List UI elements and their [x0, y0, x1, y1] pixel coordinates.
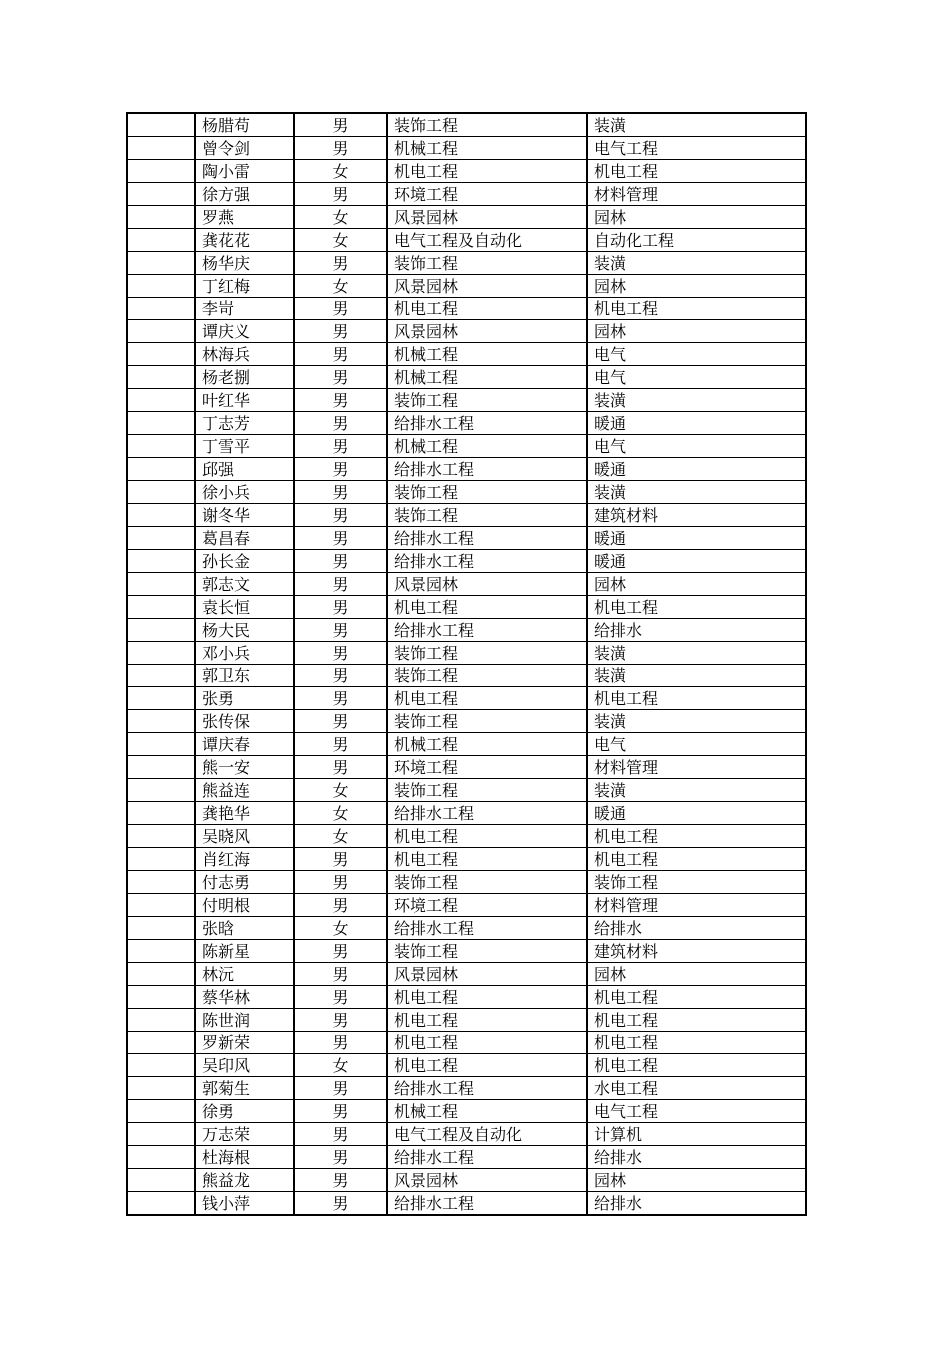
row-index-cell — [127, 618, 195, 641]
major-cell: 机电工程 — [387, 687, 587, 710]
major-cell: 给排水工程 — [387, 1077, 587, 1100]
table-row — [127, 893, 806, 916]
major-cell: 机械工程 — [387, 136, 587, 159]
row-index-cell — [127, 1077, 195, 1100]
major-cell: 给排水工程 — [387, 1146, 587, 1169]
gender-cell: 男 — [294, 113, 387, 136]
row-index-cell — [127, 159, 195, 182]
row-index-cell — [127, 733, 195, 756]
gender-cell: 男 — [294, 320, 387, 343]
name-cell: 万志荣 — [195, 1123, 294, 1146]
gender-cell: 男 — [294, 526, 387, 549]
table-row — [127, 113, 806, 136]
name-cell: 杨华庆 — [195, 251, 294, 274]
major-cell: 风景园林 — [387, 320, 587, 343]
major-cell: 机械工程 — [387, 343, 587, 366]
table-row — [127, 182, 806, 205]
row-index-cell — [127, 687, 195, 710]
gender-cell: 男 — [294, 939, 387, 962]
name-cell: 丁雪平 — [195, 435, 294, 458]
trade-cell: 暖通 — [587, 526, 806, 549]
row-index-cell — [127, 664, 195, 687]
trade-cell: 给排水 — [587, 618, 806, 641]
row-index-cell — [127, 205, 195, 228]
row-index-cell — [127, 1054, 195, 1077]
name-cell: 徐勇 — [195, 1100, 294, 1123]
gender-cell: 男 — [294, 985, 387, 1008]
row-index-cell — [127, 756, 195, 779]
gender-cell: 男 — [294, 687, 387, 710]
name-cell: 叶红华 — [195, 389, 294, 412]
major-cell: 装饰工程 — [387, 664, 587, 687]
personnel-table — [126, 112, 807, 1216]
row-index-cell — [127, 1146, 195, 1169]
gender-cell: 女 — [294, 802, 387, 825]
row-index-cell — [127, 870, 195, 893]
name-cell: 谢冬华 — [195, 503, 294, 526]
table-row — [127, 320, 806, 343]
gender-cell: 男 — [294, 962, 387, 985]
table-row — [127, 1077, 806, 1100]
table-row — [127, 779, 806, 802]
name-cell: 熊一安 — [195, 756, 294, 779]
table-row — [127, 733, 806, 756]
table-row — [127, 435, 806, 458]
major-cell: 环境工程 — [387, 756, 587, 779]
table-row — [127, 595, 806, 618]
row-index-cell — [127, 1123, 195, 1146]
trade-cell: 机电工程 — [587, 848, 806, 871]
major-cell: 装饰工程 — [387, 641, 587, 664]
trade-cell: 自动化工程 — [587, 228, 806, 251]
row-index-cell — [127, 985, 195, 1008]
name-cell: 杨腊苟 — [195, 113, 294, 136]
row-index-cell — [127, 274, 195, 297]
major-cell: 电气工程及自动化 — [387, 228, 587, 251]
trade-cell: 电气 — [587, 366, 806, 389]
table-row — [127, 458, 806, 481]
gender-cell: 男 — [294, 435, 387, 458]
table-row — [127, 274, 806, 297]
major-cell: 环境工程 — [387, 182, 587, 205]
name-cell: 郭卫东 — [195, 664, 294, 687]
gender-cell: 女 — [294, 228, 387, 251]
name-cell: 龚花花 — [195, 228, 294, 251]
gender-cell: 男 — [294, 1123, 387, 1146]
major-cell: 机电工程 — [387, 297, 587, 320]
name-cell: 袁长恒 — [195, 595, 294, 618]
name-cell: 孙长金 — [195, 549, 294, 572]
gender-cell: 男 — [294, 1192, 387, 1215]
gender-cell: 男 — [294, 136, 387, 159]
major-cell: 风景园林 — [387, 1169, 587, 1192]
row-index-cell — [127, 320, 195, 343]
table-row — [127, 802, 806, 825]
row-index-cell — [127, 412, 195, 435]
gender-cell: 男 — [294, 389, 387, 412]
row-index-cell — [127, 366, 195, 389]
major-cell: 机电工程 — [387, 1031, 587, 1054]
trade-cell: 机电工程 — [587, 687, 806, 710]
trade-cell: 给排水 — [587, 1192, 806, 1215]
name-cell: 邓小兵 — [195, 641, 294, 664]
gender-cell: 女 — [294, 916, 387, 939]
table-row — [127, 848, 806, 871]
major-cell: 风景园林 — [387, 962, 587, 985]
row-index-cell — [127, 458, 195, 481]
name-cell: 吴晓风 — [195, 825, 294, 848]
major-cell: 装饰工程 — [387, 389, 587, 412]
table-row — [127, 641, 806, 664]
gender-cell: 男 — [294, 343, 387, 366]
trade-cell: 装潢 — [587, 779, 806, 802]
trade-cell: 机电工程 — [587, 825, 806, 848]
name-cell: 林海兵 — [195, 343, 294, 366]
major-cell: 装饰工程 — [387, 251, 587, 274]
table-row — [127, 1169, 806, 1192]
row-index-cell — [127, 710, 195, 733]
trade-cell: 装潢 — [587, 641, 806, 664]
name-cell: 曾令剑 — [195, 136, 294, 159]
trade-cell: 园林 — [587, 274, 806, 297]
name-cell: 付志勇 — [195, 870, 294, 893]
gender-cell: 男 — [294, 297, 387, 320]
name-cell: 陈新星 — [195, 939, 294, 962]
gender-cell: 男 — [294, 251, 387, 274]
major-cell: 风景园林 — [387, 274, 587, 297]
table-row — [127, 389, 806, 412]
major-cell: 机械工程 — [387, 733, 587, 756]
gender-cell: 男 — [294, 1146, 387, 1169]
gender-cell: 男 — [294, 572, 387, 595]
name-cell: 陶小雷 — [195, 159, 294, 182]
trade-cell: 材料管理 — [587, 756, 806, 779]
name-cell: 徐方强 — [195, 182, 294, 205]
gender-cell: 男 — [294, 710, 387, 733]
gender-cell: 男 — [294, 458, 387, 481]
gender-cell: 男 — [294, 733, 387, 756]
name-cell: 张勇 — [195, 687, 294, 710]
table-row — [127, 159, 806, 182]
gender-cell: 男 — [294, 893, 387, 916]
trade-cell: 园林 — [587, 572, 806, 595]
table-row — [127, 366, 806, 389]
name-cell: 郭志文 — [195, 572, 294, 595]
trade-cell: 机电工程 — [587, 1031, 806, 1054]
major-cell: 装饰工程 — [387, 939, 587, 962]
name-cell: 肖红海 — [195, 848, 294, 871]
trade-cell: 装潢 — [587, 251, 806, 274]
row-index-cell — [127, 779, 195, 802]
gender-cell: 男 — [294, 1031, 387, 1054]
table-row — [127, 916, 806, 939]
name-cell: 丁红梅 — [195, 274, 294, 297]
gender-cell: 男 — [294, 618, 387, 641]
trade-cell: 机电工程 — [587, 1008, 806, 1031]
major-cell: 环境工程 — [387, 893, 587, 916]
gender-cell: 男 — [294, 848, 387, 871]
gender-cell: 男 — [294, 1077, 387, 1100]
table-row — [127, 618, 806, 641]
table-row — [127, 572, 806, 595]
row-index-cell — [127, 113, 195, 136]
trade-cell: 装潢 — [587, 113, 806, 136]
gender-cell: 女 — [294, 1054, 387, 1077]
row-index-cell — [127, 503, 195, 526]
major-cell: 机电工程 — [387, 1054, 587, 1077]
row-index-cell — [127, 848, 195, 871]
trade-cell: 电气工程 — [587, 136, 806, 159]
table-row — [127, 1146, 806, 1169]
table-row — [127, 870, 806, 893]
major-cell: 机电工程 — [387, 595, 587, 618]
major-cell: 给排水工程 — [387, 549, 587, 572]
row-index-cell — [127, 962, 195, 985]
row-index-cell — [127, 228, 195, 251]
row-index-cell — [127, 641, 195, 664]
name-cell: 杨大民 — [195, 618, 294, 641]
table-row — [127, 481, 806, 504]
trade-cell: 暖通 — [587, 458, 806, 481]
name-cell: 陈世润 — [195, 1008, 294, 1031]
table-row — [127, 526, 806, 549]
name-cell: 罗新荣 — [195, 1031, 294, 1054]
name-cell: 吴印风 — [195, 1054, 294, 1077]
major-cell: 机电工程 — [387, 825, 587, 848]
name-cell: 龚艳华 — [195, 802, 294, 825]
table-row — [127, 549, 806, 572]
personnel-table-body — [127, 113, 806, 1215]
major-cell: 装饰工程 — [387, 481, 587, 504]
row-index-cell — [127, 802, 195, 825]
major-cell: 机械工程 — [387, 1100, 587, 1123]
name-cell: 杜海根 — [195, 1146, 294, 1169]
gender-cell: 女 — [294, 779, 387, 802]
gender-cell: 男 — [294, 481, 387, 504]
row-index-cell — [127, 1100, 195, 1123]
trade-cell: 机电工程 — [587, 595, 806, 618]
table-row — [127, 687, 806, 710]
table-row — [127, 343, 806, 366]
row-index-cell — [127, 825, 195, 848]
name-cell: 谭庆春 — [195, 733, 294, 756]
major-cell: 装饰工程 — [387, 710, 587, 733]
row-index-cell — [127, 435, 195, 458]
table-row — [127, 939, 806, 962]
major-cell: 给排水工程 — [387, 802, 587, 825]
gender-cell: 男 — [294, 182, 387, 205]
major-cell: 给排水工程 — [387, 458, 587, 481]
table-row — [127, 1123, 806, 1146]
trade-cell: 电气 — [587, 343, 806, 366]
row-index-cell — [127, 526, 195, 549]
trade-cell: 装潢 — [587, 710, 806, 733]
trade-cell: 暖通 — [587, 802, 806, 825]
name-cell: 熊益连 — [195, 779, 294, 802]
row-index-cell — [127, 389, 195, 412]
table-row — [127, 985, 806, 1008]
name-cell: 邱强 — [195, 458, 294, 481]
row-index-cell — [127, 549, 195, 572]
trade-cell: 园林 — [587, 962, 806, 985]
major-cell: 装饰工程 — [387, 503, 587, 526]
gender-cell: 男 — [294, 1008, 387, 1031]
trade-cell: 装潢 — [587, 481, 806, 504]
table-row — [127, 228, 806, 251]
table-row — [127, 205, 806, 228]
trade-cell: 园林 — [587, 320, 806, 343]
major-cell: 电气工程及自动化 — [387, 1123, 587, 1146]
trade-cell: 建筑材料 — [587, 503, 806, 526]
trade-cell: 建筑材料 — [587, 939, 806, 962]
row-index-cell — [127, 297, 195, 320]
name-cell: 付明根 — [195, 893, 294, 916]
major-cell: 风景园林 — [387, 572, 587, 595]
trade-cell: 机电工程 — [587, 297, 806, 320]
major-cell: 装饰工程 — [387, 870, 587, 893]
trade-cell: 暖通 — [587, 412, 806, 435]
gender-cell: 男 — [294, 412, 387, 435]
major-cell: 给排水工程 — [387, 526, 587, 549]
table-row — [127, 664, 806, 687]
row-index-cell — [127, 1008, 195, 1031]
name-cell: 李岢 — [195, 297, 294, 320]
major-cell: 装饰工程 — [387, 779, 587, 802]
major-cell: 装饰工程 — [387, 113, 587, 136]
name-cell: 张传保 — [195, 710, 294, 733]
row-index-cell — [127, 939, 195, 962]
trade-cell: 材料管理 — [587, 182, 806, 205]
name-cell: 林沅 — [195, 962, 294, 985]
table-row — [127, 297, 806, 320]
table-row — [127, 710, 806, 733]
row-index-cell — [127, 343, 195, 366]
trade-cell: 装潢 — [587, 664, 806, 687]
major-cell: 风景园林 — [387, 205, 587, 228]
name-cell: 张晗 — [195, 916, 294, 939]
row-index-cell — [127, 1031, 195, 1054]
name-cell: 蔡华林 — [195, 985, 294, 1008]
gender-cell: 女 — [294, 274, 387, 297]
gender-cell: 女 — [294, 205, 387, 228]
row-index-cell — [127, 1192, 195, 1215]
gender-cell: 男 — [294, 503, 387, 526]
table-row — [127, 412, 806, 435]
trade-cell: 装饰工程 — [587, 870, 806, 893]
major-cell: 机电工程 — [387, 848, 587, 871]
name-cell: 丁志芳 — [195, 412, 294, 435]
trade-cell: 电气 — [587, 435, 806, 458]
major-cell: 机械工程 — [387, 366, 587, 389]
major-cell: 给排水工程 — [387, 618, 587, 641]
row-index-cell — [127, 893, 195, 916]
row-index-cell — [127, 481, 195, 504]
trade-cell: 暖通 — [587, 549, 806, 572]
table-row — [127, 962, 806, 985]
gender-cell: 男 — [294, 1100, 387, 1123]
table-row — [127, 503, 806, 526]
row-index-cell — [127, 595, 195, 618]
major-cell: 给排水工程 — [387, 412, 587, 435]
gender-cell: 男 — [294, 641, 387, 664]
gender-cell: 男 — [294, 664, 387, 687]
trade-cell: 水电工程 — [587, 1077, 806, 1100]
name-cell: 葛昌春 — [195, 526, 294, 549]
name-cell: 杨老捌 — [195, 366, 294, 389]
table-row — [127, 251, 806, 274]
trade-cell: 装潢 — [587, 389, 806, 412]
gender-cell: 女 — [294, 825, 387, 848]
gender-cell: 男 — [294, 549, 387, 572]
major-cell: 机电工程 — [387, 1008, 587, 1031]
major-cell: 给排水工程 — [387, 1192, 587, 1215]
name-cell: 钱小萍 — [195, 1192, 294, 1215]
major-cell: 给排水工程 — [387, 916, 587, 939]
table-row — [127, 136, 806, 159]
row-index-cell — [127, 1169, 195, 1192]
trade-cell: 材料管理 — [587, 893, 806, 916]
table-row — [127, 1008, 806, 1031]
name-cell: 谭庆义 — [195, 320, 294, 343]
row-index-cell — [127, 572, 195, 595]
table-row — [127, 1031, 806, 1054]
gender-cell: 女 — [294, 159, 387, 182]
gender-cell: 男 — [294, 595, 387, 618]
row-index-cell — [127, 251, 195, 274]
name-cell: 徐小兵 — [195, 481, 294, 504]
trade-cell: 机电工程 — [587, 159, 806, 182]
major-cell: 机电工程 — [387, 159, 587, 182]
gender-cell: 男 — [294, 366, 387, 389]
major-cell: 机械工程 — [387, 435, 587, 458]
major-cell: 机电工程 — [387, 985, 587, 1008]
trade-cell: 机电工程 — [587, 985, 806, 1008]
name-cell: 熊益龙 — [195, 1169, 294, 1192]
row-index-cell — [127, 916, 195, 939]
row-index-cell — [127, 182, 195, 205]
row-index-cell — [127, 136, 195, 159]
table-row — [127, 1100, 806, 1123]
trade-cell: 机电工程 — [587, 1054, 806, 1077]
table-row — [127, 825, 806, 848]
gender-cell: 男 — [294, 870, 387, 893]
trade-cell: 给排水 — [587, 916, 806, 939]
gender-cell: 男 — [294, 756, 387, 779]
table-row — [127, 1054, 806, 1077]
trade-cell: 给排水 — [587, 1146, 806, 1169]
trade-cell: 计算机 — [587, 1123, 806, 1146]
name-cell: 罗燕 — [195, 205, 294, 228]
gender-cell: 男 — [294, 1169, 387, 1192]
table-row — [127, 1192, 806, 1215]
trade-cell: 电气 — [587, 733, 806, 756]
trade-cell: 园林 — [587, 1169, 806, 1192]
table-row — [127, 756, 806, 779]
name-cell: 郭菊生 — [195, 1077, 294, 1100]
trade-cell: 园林 — [587, 205, 806, 228]
trade-cell: 电气工程 — [587, 1100, 806, 1123]
